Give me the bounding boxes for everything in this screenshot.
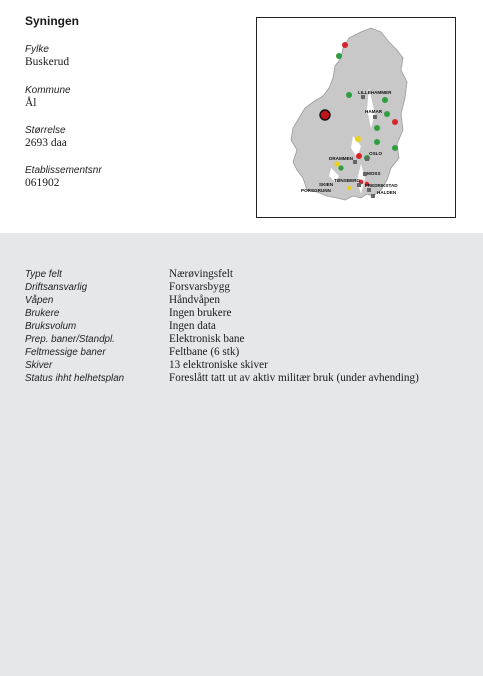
field-fylke	[25, 44, 69, 69]
detail-value: 13 elektroniske skiver	[169, 359, 268, 371]
detail-value: Forsvarsbygg	[169, 281, 230, 293]
location-map	[256, 17, 456, 218]
city-square	[367, 188, 371, 192]
marker-green	[374, 125, 380, 131]
detail-row-vapen	[25, 294, 465, 307]
marker-green	[392, 145, 398, 151]
marker-green	[336, 53, 342, 59]
detail-value: Håndvåpen	[169, 294, 220, 306]
city-label: HALDEN	[377, 190, 397, 195]
field-value: 2693 daa	[25, 137, 67, 149]
marker-green	[374, 139, 380, 145]
city-label: HAMAR	[365, 109, 383, 114]
city-square	[353, 160, 357, 164]
marker-red	[392, 119, 398, 125]
city-square	[357, 183, 361, 187]
detail-value: Feltbane (6 stk)	[169, 346, 240, 358]
header-section	[0, 0, 483, 233]
detail-row-prep-baner	[25, 333, 465, 346]
detail-key: Bruksvolum	[25, 321, 77, 332]
city-label: DRAMMEN	[329, 156, 353, 161]
field-value: Ål	[25, 97, 37, 109]
city-square	[371, 194, 375, 198]
detail-key: Våpen	[25, 295, 54, 306]
marker-red	[356, 153, 362, 159]
field-etablissementsnr	[25, 165, 102, 190]
detail-key: Prep. baner/Standpl.	[25, 334, 115, 345]
field-label: Størrelse	[25, 125, 66, 136]
marker-current-location	[320, 110, 330, 120]
marker-green	[384, 111, 390, 117]
marker-red	[342, 42, 348, 48]
detail-value: Foreslått tatt ut av aktiv militær bruk (under avhending)	[169, 372, 419, 384]
map-svg	[257, 18, 455, 217]
detail-key: Feltmessige baner	[25, 347, 106, 358]
field-kommune	[25, 85, 71, 110]
city-label: OSLO	[369, 151, 383, 156]
detail-key: Brukere	[25, 308, 60, 319]
field-label: Etablissementsnr	[25, 165, 102, 176]
page-title: Syningen	[25, 14, 80, 28]
field-value: Buskerud	[25, 56, 70, 68]
city-square	[361, 95, 365, 99]
city-label: MOSS	[367, 171, 381, 176]
detail-key: Driftsansvarlig	[25, 282, 88, 293]
marker-green	[382, 97, 388, 103]
detail-row-skiver	[25, 359, 465, 372]
detail-value: Nærøvingsfelt	[169, 268, 234, 280]
detail-value: Ingen brukere	[169, 307, 232, 319]
marker-yellow	[334, 161, 339, 166]
city-label: TØNSBERG	[334, 178, 361, 183]
field-value: 061902	[25, 177, 60, 189]
detail-row-type-felt	[25, 268, 465, 281]
detail-row-feltmessige-baner	[25, 346, 465, 359]
detail-key: Skiver	[25, 360, 53, 371]
detail-key: Status ihht helhetsplan	[25, 373, 125, 384]
marker-yellow	[355, 136, 361, 142]
city-label: FREDRIKSTAD	[365, 183, 398, 188]
detail-value: Ingen data	[169, 320, 216, 332]
detail-row-status	[25, 372, 465, 385]
marker-green	[338, 165, 343, 170]
field-label: Fylke	[25, 44, 49, 55]
detail-row-bruksvolum	[25, 320, 465, 333]
details-table	[25, 268, 465, 385]
marker-green	[346, 92, 352, 98]
city-label: SKIEN	[319, 182, 334, 187]
detail-row-driftsansvarlig	[25, 281, 465, 294]
field-label: Kommune	[25, 85, 71, 96]
detail-key: Type felt	[25, 269, 62, 280]
detail-value: Elektronisk bane	[169, 333, 245, 345]
marker-yellow	[347, 186, 351, 190]
city-square	[365, 157, 369, 161]
detail-row-brukere	[25, 307, 465, 320]
field-storrelse	[25, 125, 67, 150]
city-square	[373, 115, 377, 119]
city-label: PORSGRUNN	[301, 188, 331, 193]
city-label: LILLEHAMMER	[358, 90, 392, 95]
